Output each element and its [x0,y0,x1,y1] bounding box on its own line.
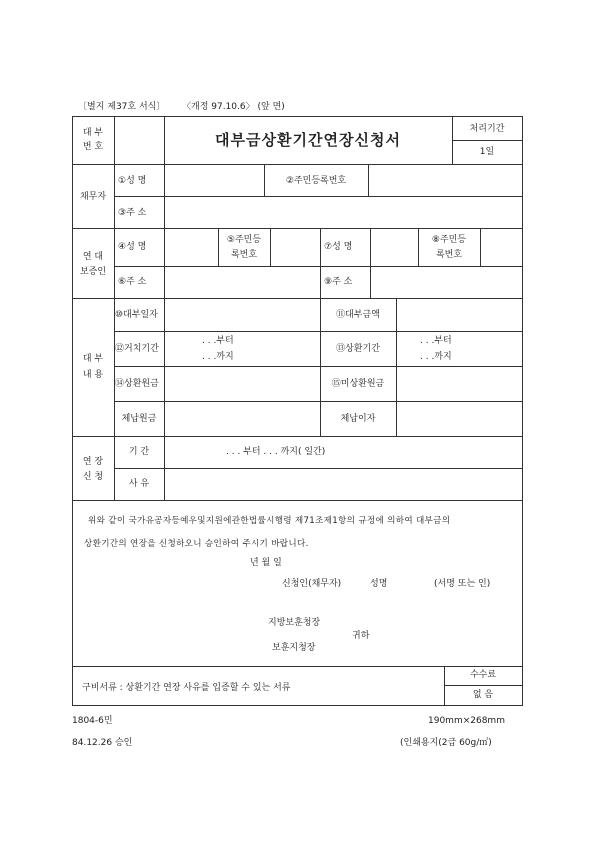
repay-period-label: ⑬상환기간 [336,344,380,354]
applicant-name-label: 성명 [370,579,388,589]
guarantor-b-name-label: ⑦성 명 [324,242,353,252]
overdue-principal-field[interactable] [165,402,319,435]
unpaid-principal-label: ⑮미상환원금 [331,379,385,389]
extension-reason-label: 사 유 [128,479,150,489]
loan-amount-field[interactable] [397,299,521,330]
debtor-name-field[interactable] [165,165,263,195]
overdue-interest-field[interactable] [397,402,521,435]
processing-period-label: 처리기간 [469,124,505,134]
guarantor-b-rrn-label-1: ⑧주민등 [431,235,467,245]
statement-line-2: 상환기간의 연장을 신청하오니 승인하여 주시기 바랍니다. [84,539,309,549]
guarantor-b-rrn-field[interactable] [481,229,521,265]
processing-period-value: 1일 [479,147,495,157]
guarantor-a-rrn-field[interactable] [271,229,319,265]
guarantor-section-label-1: 연 대 [82,252,104,262]
paper-spec: (인쇄용지(2급 60g/㎡) [400,738,492,748]
debtor-rrn-label: ②주민등록번호 [285,176,347,186]
repay-period-to[interactable]: . . .까지 [420,352,452,362]
recipient-branch: 보훈지청장 [272,643,316,653]
guarantor-a-rrn-label-2: 록번호 [230,250,258,260]
debtor-rrn-field[interactable] [369,165,521,195]
loan-section-label-2: 내 용 [82,370,104,380]
overdue-interest-label: 체납이자 [340,414,376,424]
guarantor-b-address-label: ⑨주 소 [324,277,353,287]
guarantor-b-address-field[interactable] [371,267,521,297]
guarantor-a-name-field[interactable] [165,229,217,265]
grace-period-to[interactable]: . . .까지 [202,352,234,362]
approval-date: 84.12.26 승인 [72,738,133,748]
extension-section-label-1: 연 장 [82,457,104,467]
debtor-address-label: ③주 소 [118,208,147,218]
extension-reason-field[interactable] [165,469,521,499]
fee-value: 없 음 [472,690,494,700]
extension-period-label: 기 간 [128,447,150,457]
extension-section-label-2: 신 청 [82,472,104,482]
recipient-regional: 지방보훈청장 [268,618,321,628]
debtor-address-field[interactable] [165,197,521,227]
form-number: 〔별지 제37호 서식〕 [78,102,166,112]
form-code: 1804-6민 [72,716,113,726]
guarantor-a-rrn-label-1: ⑤주민등 [226,235,262,245]
applicant-label: 신청인(채무자) [282,579,342,589]
loan-section-label-1: 대 부 [82,354,104,364]
loan-number-field[interactable] [114,116,164,164]
statement-line-1: 위와 같이 국가유공자등예우및지원에관한법률시행령 제71조제1항의 규정에 의하여 대부금의 [88,516,451,526]
loan-number-label-1: 대 부 [82,128,104,138]
guarantor-a-name-label: ④성 명 [118,242,147,252]
repaid-principal-field[interactable] [165,367,319,400]
overdue-principal-label: 체납원금 [121,414,157,424]
debtor-name-label: ①성 명 [118,176,147,186]
guarantor-b-name-field[interactable] [371,229,417,265]
recipient-honorific: 귀하 [352,631,370,641]
form-title: 대부금상환기간연장신청서 [215,131,401,149]
signature-label: (서명 또는 인) [434,579,491,589]
loan-amount-label: ⑪대부금액 [336,310,380,320]
unpaid-principal-field[interactable] [397,367,521,400]
fee-label: 수수료 [469,670,497,680]
loan-date-label: ⑩대부일자 [115,310,158,320]
repay-period-from[interactable]: . . .부터 [420,336,452,346]
revision-note: 〈개정 97.10.6〉 (앞 면) [182,102,285,112]
extension-period-field[interactable]: . . . 부터 . . . 까지( 일간) [226,447,326,457]
repaid-principal-label: ⑭상환원금 [115,379,159,389]
guarantor-a-address-label: ⑥주 소 [118,277,147,287]
required-documents: 구비서류 : 상환기간 연장 사유를 입증할 수 있는 서류 [82,683,291,693]
guarantor-section-label-2: 보증인 [79,267,107,277]
grace-period-label: ⑫거치기간 [115,344,159,354]
application-date[interactable]: 년 월 일 [250,558,282,568]
guarantor-b-rrn-label-2: 록번호 [435,250,463,260]
paper-size: 190mm×268mm [428,716,505,726]
debtor-section-label: 채무자 [79,192,107,202]
loan-date-field[interactable] [165,299,319,330]
loan-number-label-2: 번 호 [82,142,104,152]
grace-period-from[interactable]: . . .부터 [202,336,234,346]
guarantor-a-address-field[interactable] [165,267,319,297]
